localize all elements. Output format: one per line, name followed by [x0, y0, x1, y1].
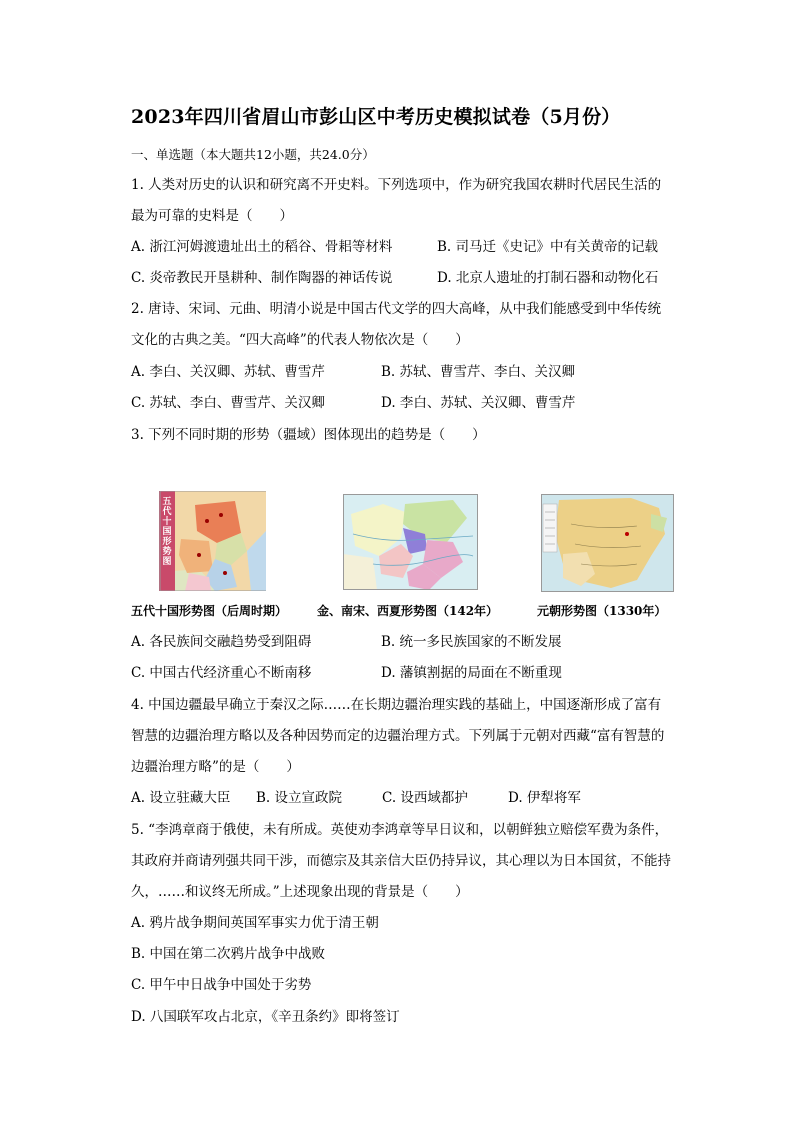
q2-option-c: C. 苏轼、李白、曹雪芹、关汉卿: [131, 395, 325, 411]
q5-option-a: A. 鸦片战争期间英国军事实力优于清王朝: [131, 915, 379, 931]
map-caption-2: 金、南宋、西夏形势图（142年）: [317, 604, 499, 618]
q5-stem-line-1: 5. “李鸿章商于俄使，未有所成。英使劝李鸿章等早日议和，以朝鲜独立赔偿军费为条件，: [131, 822, 669, 838]
map-five-dynasties: [159, 491, 266, 591]
q2-stem-line-1: 2. 唐诗、宋词、元曲、明清小说是中国古代文学的四大高峰，从中我们能感受到中华传统: [131, 301, 662, 317]
q3-stem-line-1: 3. 下列不同时期的形势（疆域）图体现出的趋势是（ ）: [131, 427, 486, 443]
q1-option-a: A. 浙江河姆渡遗址出土的稻谷、骨耜等材料: [131, 239, 393, 255]
page-title: 2023年四川省眉山市彭山区中考历史模拟试卷（5月份）: [131, 106, 621, 128]
q5-stem-line-2: 其政府并商请列强共同干涉，而德宗及其亲信大臣仍持异议，其心理以为日本国贫，不能持: [131, 853, 671, 869]
q3-option-d: D. 藩镇割据的局面在不断重现: [381, 665, 562, 681]
q4-stem-line-1: 4. 中国边疆最早确立于秦汉之际……在长期边疆治理实践的基础上，中国逐渐形成了富有: [131, 697, 662, 713]
q5-option-d: D. 八国联军攻占北京，《辛丑条约》即将签订: [131, 1009, 400, 1025]
map-yuan-dynasty: [541, 494, 674, 592]
q3-option-c: C. 中国古代经济重心不断南移: [131, 665, 312, 681]
q4-stem-line-2: 智慧的边疆治理方略以及各种因势而定的边疆治理方式。下列属于元朝对西藏“富有智慧的: [131, 728, 665, 744]
map-caption-3: 元朝形势图（1330年）: [537, 604, 667, 618]
q4-option-d: D. 伊犁将军: [508, 790, 581, 806]
q2-option-a: A. 李白、关汉卿、苏轼、曹雪芹: [131, 364, 325, 380]
q2-option-b: B. 苏轼、曹雪芹、李白、关汉卿: [381, 364, 576, 380]
q1-option-d: D. 北京人遗址的打制石器和动物化石: [437, 270, 659, 286]
map-caption-1: 五代十国形势图（后周时期）: [131, 604, 288, 618]
q4-option-c: C. 设西域都护: [382, 790, 468, 806]
q1-stem-line-2: 最为可靠的史料是（ ）: [131, 208, 293, 224]
q4-stem-line-3: 边疆治理方略”的是（ ）: [131, 759, 300, 775]
map-jin-song-xixia: [343, 494, 478, 590]
q1-option-b: B. 司马迁《史记》中有关黄帝的记载: [437, 239, 659, 255]
q1-option-c: C. 炎帝教民开垦耕种、制作陶器的神话传说: [131, 270, 393, 286]
q2-option-d: D. 李白、苏轼、关汉卿、曹雪芹: [381, 395, 576, 411]
q5-stem-line-3: 久，……和议终无所成。”上述现象出现的背景是（ ）: [131, 884, 469, 900]
q5-option-c: C. 甲午中日战争中国处于劣势: [131, 977, 312, 993]
q5-option-b: B. 中国在第二次鸦片战争中战败: [131, 946, 326, 962]
q1-stem-line-1: 1. 人类对历史的认识和研究离不开史料。下列选项中，作为研究我国农耕时代居民生活的: [131, 177, 662, 193]
map-legend-label: 五代十国形势图: [162, 497, 172, 567]
q4-option-b: B. 设立宣政院: [256, 790, 343, 806]
q2-stem-line-2: 文化的古典之美。“四大高峰”的代表人物依次是（ ）: [131, 332, 469, 348]
q4-option-a: A. 设立驻藏大臣: [131, 790, 231, 806]
q3-option-a: A. 各民族间交融趋势受到阻碍: [131, 634, 312, 650]
section-heading: 一、单选题（本大题共12小题，共24.0分）: [131, 147, 375, 162]
q3-option-b: B. 统一多民族国家的不断发展: [381, 634, 562, 650]
